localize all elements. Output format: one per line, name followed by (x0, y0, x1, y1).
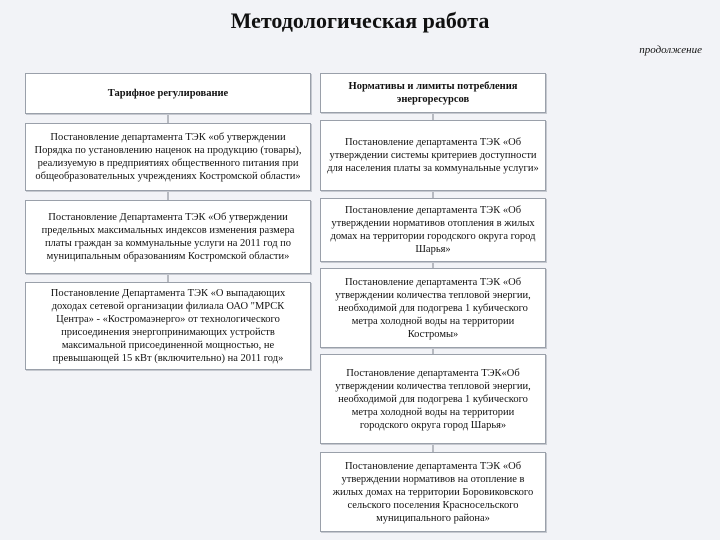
right-header-box (320, 73, 546, 113)
page-subtitle: продолжение (639, 44, 702, 56)
left-item-2-text: Постановление Департамента ТЭК «Об утверждении предельных максимальных индексов изменения размера платы граждан за коммунальные услуги на 2011 год по муниципальным образованиям Костромской области» (41, 212, 295, 262)
left-header-box (25, 73, 311, 114)
left-item-1-text: Постановление департамента ТЭК «об утверждении Порядка по установлению наценок на продукцию (товары), реализуемую в предприятиях общественного питания при общеобразовательных учреждениях Костромской области» (34, 132, 302, 182)
right-item-1 (320, 120, 546, 191)
left-item-3 (25, 282, 311, 370)
left-item-3-text: Постановление Департамента ТЭК «О выпадающих доходах сетевой организации филиала ОАО "МРСК Центра» - «Костромаэнерго» от технологического присоединения энергопринимающих устройств максимальной присоединенной мощностью, не превышающей 15 кВт (включительно) на 2011 год» (50, 288, 286, 364)
right-item-2-text: Постановление департамента ТЭК «Об утверждении нормативов отопления в жилых домах на территории городского округа город Шарья» (330, 205, 536, 255)
left-item-1 (25, 123, 311, 191)
left-header-text: Тарифное регулирование (107, 88, 229, 99)
right-item-5 (320, 452, 546, 532)
right-item-4 (320, 354, 546, 444)
page-title: Методологическая работа (230, 8, 490, 33)
right-item-4-text: Постановление департамента ТЭК«Об утверждении количества тепловой энергии, необходимой для подогрева 1 кубического метра холодной воды на территории городского округа город Шарья» (335, 367, 531, 431)
left-item-2 (25, 200, 311, 274)
right-header-text: Нормативы и лимиты потребления энергоресурсов (348, 81, 518, 105)
right-item-1-text: Постановление департамента ТЭК «Об утверждении системы критериев доступности для населения платы за коммунальные услуги» (327, 137, 539, 174)
right-item-2 (320, 198, 546, 262)
right-item-3-text: Постановление департамента ТЭК «Об утверждении количества тепловой энергии, необходимой для подогрева 1 кубического метра холодной воды на территории Костромы» (335, 276, 531, 340)
right-item-5-text: Постановление департамента ТЭК «Об утверждении нормативов на отопление в жилых домах на территории Боровиковского сельского поселения Красносельского муниципального района» (332, 460, 534, 524)
right-item-3 (320, 268, 546, 348)
